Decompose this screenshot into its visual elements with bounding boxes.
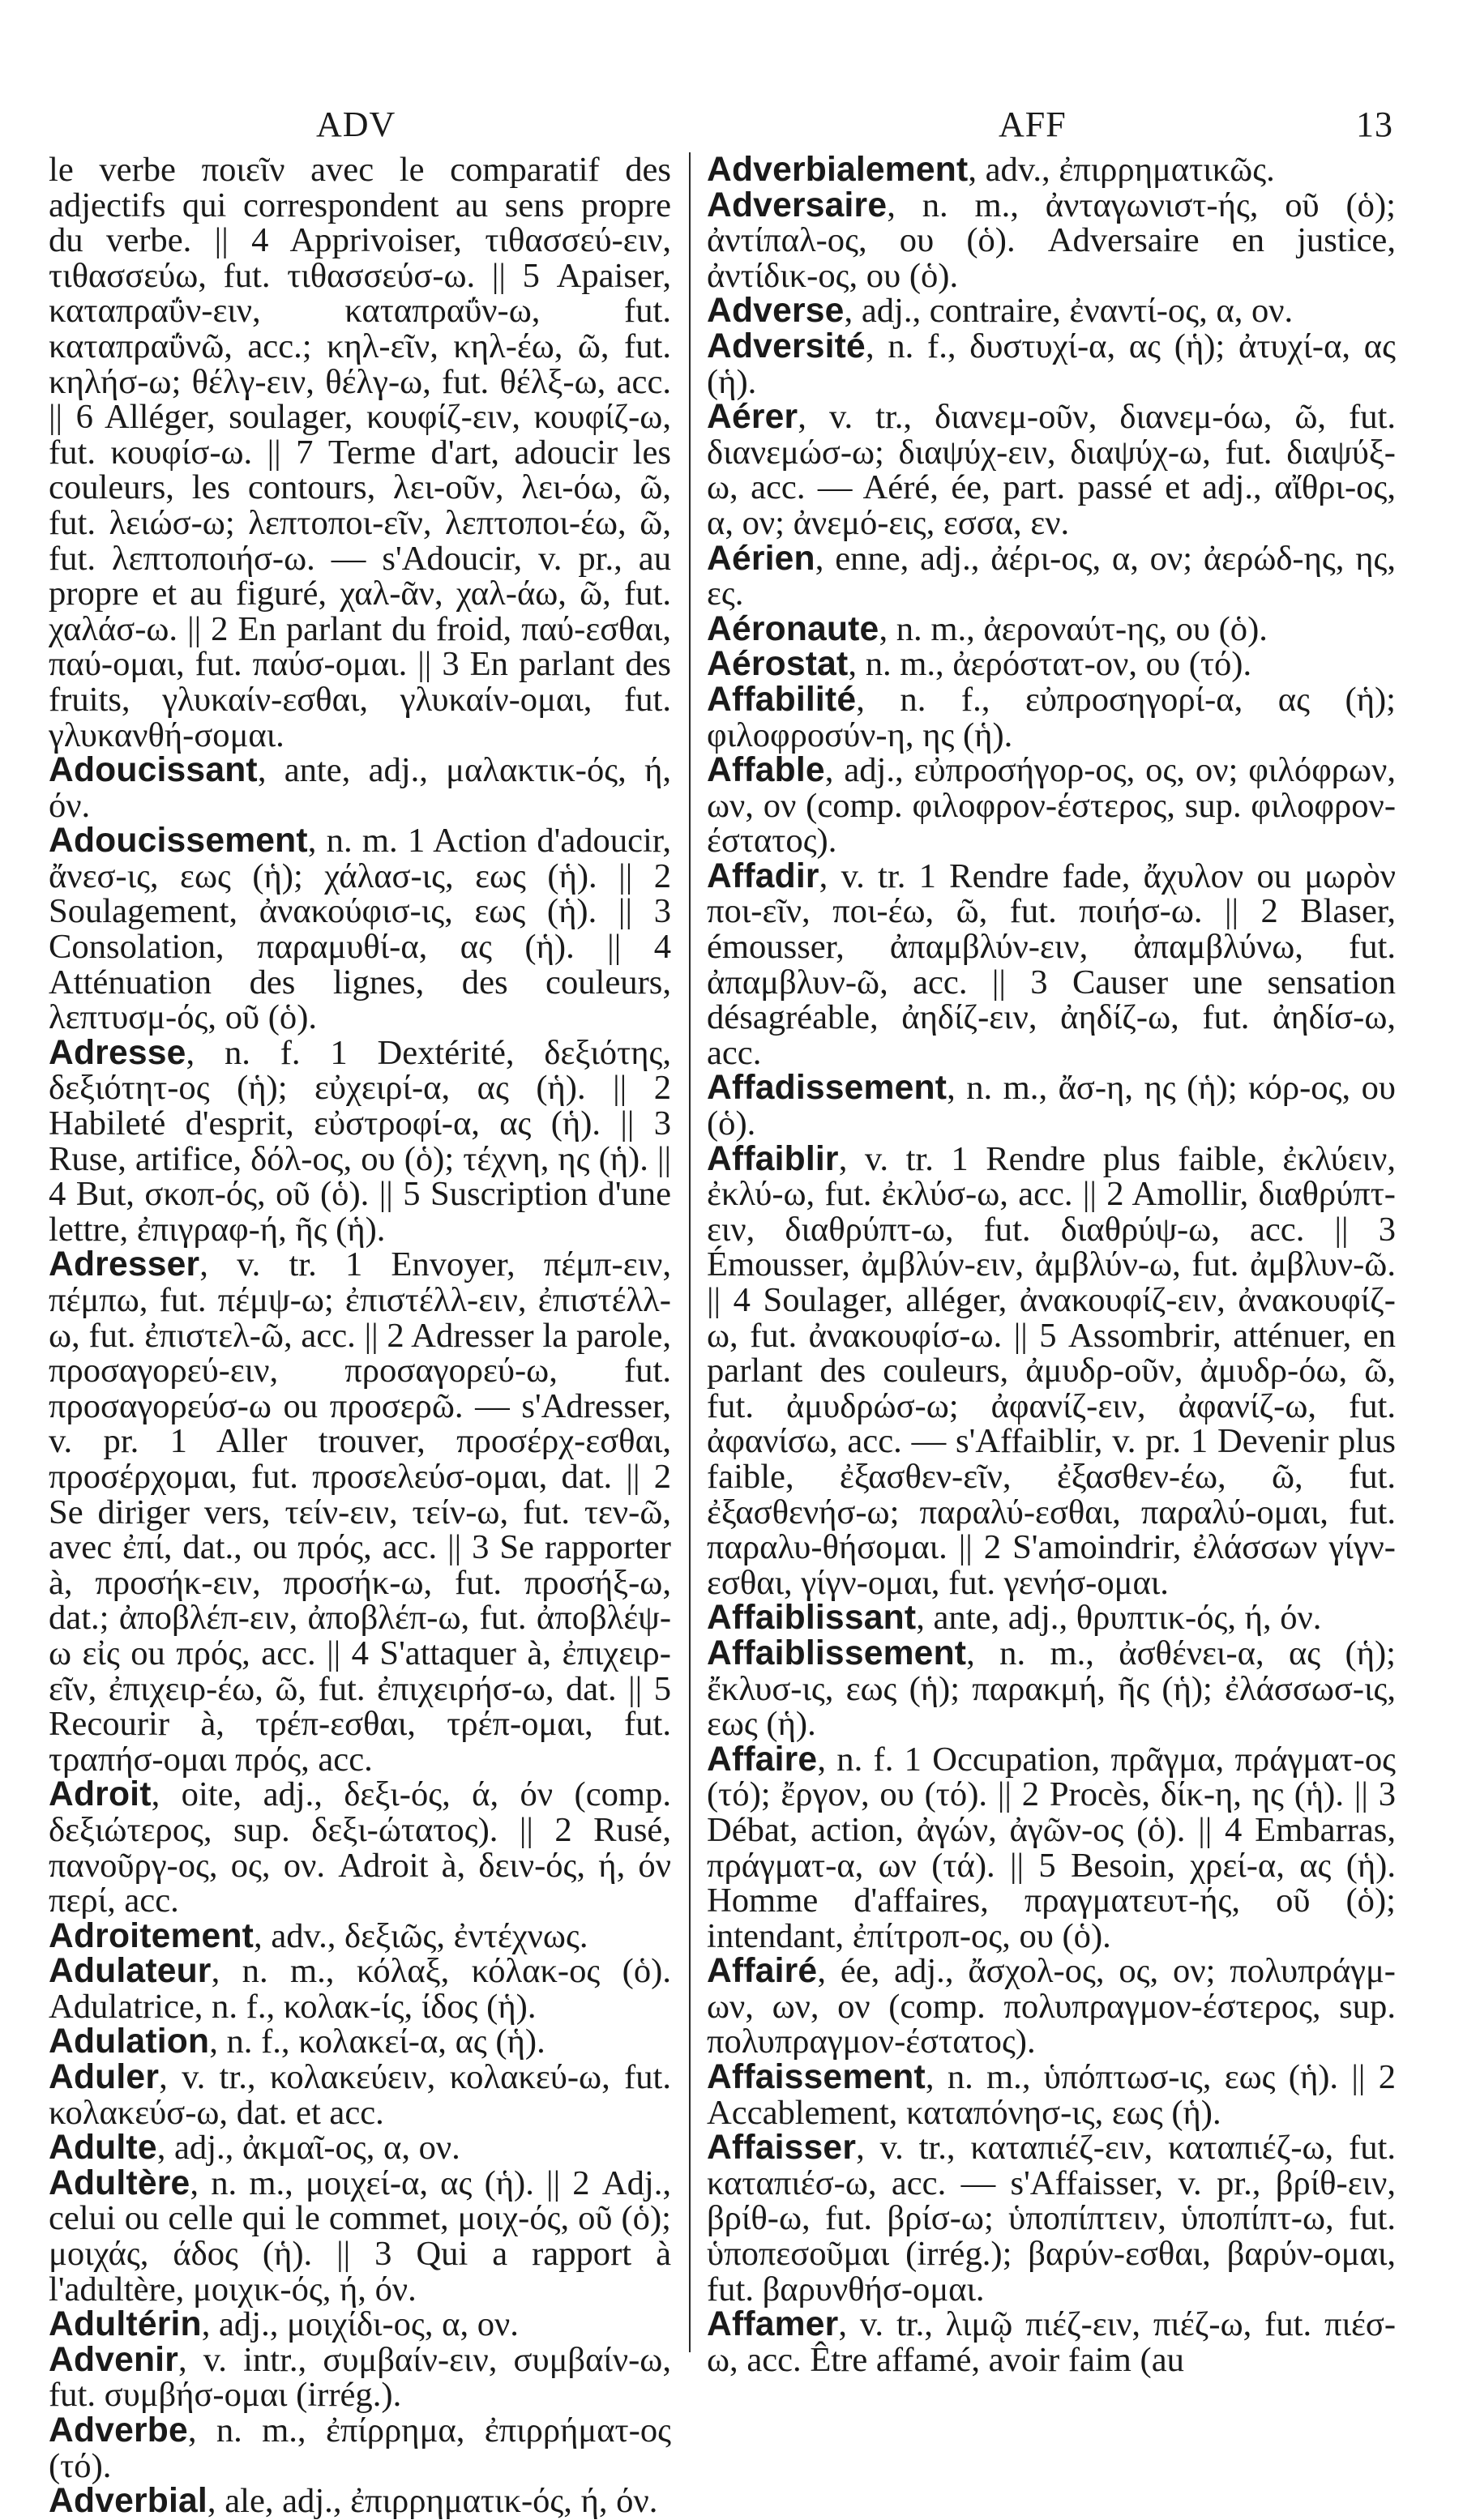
dictionary-entry: [707, 1633, 1396, 1744]
entry-headword: Adresser: [49, 1245, 200, 1284]
dictionary-entry: [707, 1138, 1396, 1602]
entry-text: , n. f. 1 Occupation, πρᾶγμα, πράγματ-ος (τό); ἔργον, ου (τό). || 2 Procès, δίκ-η, ης (ἡ). || 3 Débat, action, ἀγών, ἀγῶν-ος (ὁ). || 4 Embarras, πράγματ-α, ων (τά). || 5 Besoin, χρεί-α, ας (ἡ). Homme d'affaires, πραγματευτ-ής, οῦ (ὁ); intendant, ἐπίτροπ-ος, ου (ὁ).: [707, 1740, 1396, 1955]
entry-headword: Adoucissant: [49, 750, 258, 790]
entry-text: , enne, adj., ἀέρι-ος, α, ον; ἀερώδ-ης, ης, ες.: [707, 539, 1396, 613]
entry-headword: Affadissement: [707, 1068, 948, 1108]
running-head-left: ADV: [316, 105, 396, 144]
dictionary-entry: [707, 2304, 1396, 2379]
entry-headword: Affaiblissement: [707, 1633, 967, 1672]
entry-headword: Adulte: [49, 2128, 157, 2168]
entry-headword: Adversaire: [707, 185, 888, 224]
column-divider: [689, 152, 691, 2352]
entry-text: , adj., μοιχίδι-ος, α, ον.: [201, 2305, 519, 2344]
entry-text: , v. tr., λιμῷ πιέζ-ειν, πιέζ-ω, fut. πιέσ-ω, acc. Être affamé, avoir faim (au: [707, 2305, 1396, 2379]
entry-headword: Adulation: [49, 2022, 210, 2061]
dictionary-entry: [49, 2413, 671, 2484]
entry-headword: Adverbe: [49, 2411, 188, 2450]
entry-text: , n. m., ἐπίρρημα, ἐπιρρήματ-ος (τό).: [49, 2411, 671, 2485]
dictionary-entry: [707, 750, 1396, 861]
entry-headword: Adoucissement: [49, 821, 308, 861]
entry-text: , adv., ἐπιρρηματικῶς.: [968, 151, 1275, 189]
entry-headword: Adultère: [49, 2163, 190, 2202]
entry-text: , adj., ἀκμαῖ-ος, α, ον.: [156, 2129, 460, 2168]
entry-headword: Adverse: [707, 291, 845, 331]
dictionary-entry: [49, 1032, 671, 1249]
dictionary-entry: [49, 2057, 671, 2132]
entry-headword: Affairé: [707, 1951, 818, 1991]
entry-text: , oite, adj., δεξι-ός, ά, όν (comp. δεξιώτερος, sup. δεξι-ώτατος). || 2 Rusé, πανοῦργ-ος, ος, ον. Adroit à, δειν-ός, ή, όν περί, acc.: [49, 1775, 671, 1920]
entry-headword: Affaire: [707, 1739, 818, 1779]
dictionary-entry: [707, 326, 1396, 401]
right-column: [707, 152, 1396, 2377]
entry-headword: Affaiblissant: [707, 1598, 917, 1638]
entry-text: , adv., δεξιῶς, ἐντέχνως.: [254, 1916, 588, 1955]
entry-text: , v. tr. 1 Rendre fade, ἄχυλον ou μωρὸν ποι-εῖν, ποι-έω, ῶ, fut. ποιήσ-ω. || 2 Blaser, émousser, ἀπαμβλύν-ειν, ἀπαμβλύνω, fut. ἀπαμβλυν-ῶ, acc. || 3 Causer une sensation désagréable, ἀηδίζ-ειν, ἀηδίζ-ω, fut. ἀηδίσ-ω, acc.: [707, 856, 1396, 1072]
dictionary-entry: [707, 538, 1396, 613]
running-head-right: AFF: [999, 105, 1067, 144]
dictionary-entry: [49, 823, 671, 1036]
page-number: 13: [1356, 105, 1393, 144]
entry-text: , v. tr. 1 Envoyer, πέμπ-ειν, πέμπω, fut. πέμψ-ω; ἐπιστέλλ-ειν, ἐπιστέλλ-ω, fut. ἐπιστελ-ῶ, acc. || 2 Adresser la parole, προσαγορεύ-ειν, προσαγορεύ-ω, fut. προσαγορεύσ-ω ou προσερῶ. — s'Adresser, v. pr. 1 Aller trouver, προσέρχ-εσθαι, προσέρχομαι, fut. προσελεύσ-ομαι, dat. || 2 Se diriger vers, τείν-ειν, τείν-ω, fut. τεν-ῶ, avec ἐπί, dat., ou πρός, acc. || 3 Se rapporter à, προσήκ-ειν, προσήκ-ω, fut. προσήξ-ω, dat.; ἀποβλέπ-ειν, ἀποβλέπ-ω, fut. ἀποβλέψ-ω εἰς ou πρός, acc. || 4 S'attaquer à, ἐπιχειρ-εῖν, ἐπιχειρ-έω, ῶ, fut. ἐπιχειρήσ-ω, dat. || 5 Recourir à, τρέπ-εσθαι, τρέπ-ομαι, fut. τραπήσ-ομαι πρός, acc.: [49, 1245, 671, 1779]
dictionary-entry: [49, 2024, 671, 2060]
dictionary-entry: [49, 1247, 671, 1777]
entry-text: , n. m. 1 Action d'adoucir, ἄνεσ-ις, εως (ἡ); χάλασ-ις, εως (ἡ). || 2 Soulagement, ἀνακούφισ-ις, εως (ἡ). || 3 Consolation, παραμυθί-α, ας (ἡ). || 4 Atténuation des lignes, des couleurs, λεπτυσμ-ός, οῦ (ὁ).: [49, 822, 671, 1037]
dictionary-entry: [707, 1070, 1396, 1141]
entry-headword: Adroitement: [49, 1916, 255, 1955]
entry-headword: Aéronaute: [707, 609, 879, 648]
entry-continuation: [49, 152, 671, 753]
entry-headword: Affable: [707, 750, 825, 790]
dictionary-entry: [707, 1600, 1396, 1636]
dictionary-entry: [707, 185, 1396, 295]
dictionary-entry: [707, 644, 1396, 684]
dictionary-entry: [49, 2481, 671, 2520]
entry-headword: Adulateur: [49, 1951, 212, 1991]
entry-headword: Advenir: [49, 2339, 178, 2379]
entry-headword: Affabilité: [707, 679, 857, 719]
dictionary-entry: [49, 2304, 671, 2344]
entry-text: , v. tr. 1 Rendre plus faible, ἐκλύειν, ἐκλύ-ω, fut. ἐκλύσ-ω, acc. || 2 Amollir, διαθρύπτ-ειν, διαθρύπτ-ω, fut. διαθρύψ-ω, acc. || 3 Émousser, ἀμβλύν-ειν, ἀμβλύν-ω, fut. ἀμβλυν-ῶ. || 4 Soulager, alléger, ἀνακουφίζ-ειν, ἀνακουφίζ-ω, fut. ἀνακουφίσ-ω. || 5 Assombrir, atténuer, en parlant des couleurs, ἀμυδρ-οῦν, ἀμυδρ-όω, ῶ, fut. ἀμυδρώσ-ω; ἀφανίζ-ειν, ἀφανίζ-ω, fut. ἀφανίσω, acc. — s'Affaiblir, v. pr. 1 Devenir plus faible, ἐξασθεν-εῖν, ἐξασθεν-έω, ῶ, fut. ἐξασθενήσ-ω; παραλύ-εσθαι, παραλύ-ομαι, fut. παραλυ-θήσομαι. || 2 S'amoindrir, ἐλάσσων γίγν-εσθαι, γίγν-ομαι, fut. γενήσ-ομαι.: [707, 1139, 1396, 1602]
entry-headword: Adversité: [707, 326, 866, 365]
entry-text: , v. intr., συμβαίν-ειν, συμβαίν-ω, fut. συμβήσ-ομαι (irrég.).: [49, 2340, 671, 2415]
entry-text: , n. m., ὑπόπτωσ-ις, εως (ἡ). || 2 Accablement, καταπόνησ-ις, εως (ἡ).: [707, 2058, 1396, 2132]
entry-text: , adj., εὐπροσήγορ-ος, ος, ον; φιλόφρων, ων, ον (comp. φιλοφρον-έστερος, sup. φιλοφρον-έστατος).: [707, 751, 1396, 861]
dictionary-entry: [707, 399, 1396, 540]
entry-text: , n. f., κολακεί-α, ας (ἡ).: [209, 2022, 545, 2061]
entry-text: , ée, adj., ἄσχολ-ος, ος, ον; πολυπράγμ-ων, ων, ον (comp. πολυπραγμον-έστερος, sup. πολυπραγμον-έστατος).: [707, 1952, 1396, 2061]
dictionary-entry: [707, 152, 1396, 188]
dictionary-entry: [49, 1951, 671, 2026]
dictionary-entry: [707, 609, 1396, 648]
entry-headword: Aérostat: [707, 644, 849, 684]
entry-text: le verbe ποιεῖν avec le comparatif des adjectifs qui correspondent au sens propre du verbe. || 4 Apprivoiser, τιθασσεύ-ειν, τιθασσεύω, fut. τιθασσεύσ-ω. || 5 Apaiser, καταπραΰν-ειν, καταπραΰν-ω, fut. καταπραΰνῶ, acc.; κηλ-εῖν, κηλ-έω, ῶ, fut. κηλήσ-ω; θέλγ-ειν, θέλγ-ω, fut. θέλξ-ω, acc. || 6 Alléger, soulager, κουφίζ-ειν, κουφίζ-ω, fut. κουφίσ-ω. || 7 Terme d'art, adoucir les couleurs, les contours, λει-οῦν, λει-όω, ῶ, fut. λειώσ-ω; λεπτοποι-εῖν, λεπτοποι-έω, ῶ, fut. λεπτοποιήσ-ω. — s'Adoucir, v. pr., au propre et au figuré, χαλ-ᾶν, χαλ-άω, ῶ, fut. χαλάσ-ω. || 2 En parlant du froid, παύ-εσθαι, παύ-ομαι, fut. παύσ-ομαι. || 3 En parlant des fruits, γλυκαίν-εσθαι, γλυκαίν-ομαι, fut. γλυκανθή-σομαι.: [49, 151, 671, 754]
entry-headword: Adroit: [49, 1775, 152, 1814]
entry-headword: Adverbial: [49, 2481, 207, 2520]
entry-text: , v. tr., διανεμ-οῦν, διανεμ-όω, ῶ, fut. διανεμώσ-ω; διαψύχ-ειν, διαψύχ-ω, fut. διαψύξ-ω, acc. — Aéré, ée, part. passé et adj., αἴθρι-ος, α, ον; ἀνεμό-εις, εσσα, εν.: [707, 398, 1396, 542]
entry-headword: Adverbialement: [707, 150, 969, 189]
entry-text: , n. m., ἀερόστατ-ον, ου (τό).: [848, 645, 1252, 684]
dictionary-entry: [49, 1916, 671, 1955]
entry-text: , n. m., ἀεροναύτ-ης, ου (ὁ).: [879, 609, 1268, 648]
dictionary-entry: [49, 1777, 671, 1918]
left-column: [49, 152, 671, 2519]
dictionary-entry: [707, 679, 1396, 754]
entry-headword: Adultérin: [49, 2304, 202, 2344]
dictionary-entry: [49, 2339, 671, 2415]
dictionary-entry: [49, 2130, 671, 2166]
entry-headword: Affaissement: [707, 2057, 926, 2097]
entry-text: , n. f. 1 Dextérité, δεξιότης, δεξιότητ-ος (ἡ); εὐχειρί-α, ας (ἡ). || 2 Habileté d'esprit, εὐστροφί-α, ας (ἡ). || 3 Ruse, artifice, δόλ-ος, ου (ὁ); τέχνη, ης (ἡ). || 4 But, σκοπ-ός, οῦ (ὁ). || 5 Suscription d'une lettre, ἐπιγραφ-ή, ῆς (ἡ).: [49, 1033, 671, 1249]
entry-text: , adj., contraire, ἐναντί-ος, α, ον.: [844, 292, 1294, 331]
entry-headword: Affamer: [707, 2304, 839, 2344]
dictionary-entry: [707, 2130, 1396, 2307]
entry-text: , n. m., κόλαξ, κόλακ-ος (ὁ). Adulatrice, n. f., κολακ-ίς, ίδος (ἡ).: [49, 1952, 671, 2026]
dictionary-entry: [707, 293, 1396, 329]
entry-headword: Affadir: [707, 856, 819, 895]
dictionary-entry: [49, 750, 671, 825]
entry-headword: Aérien: [707, 538, 815, 578]
entry-text: , v. tr., καταπιέζ-ειν, καταπιέζ-ω, fut. καταπιέσ-ω, acc. — s'Affaisser, v. pr., βρίθ-ειν, βρίθ-ω, fut. βρίσ-ω; ὑποπίπτειν, ὑποπίπτ-ω, fut. ὑποπεσοῦμαι (irrég.); βαρύν-εσθαι, βαρύν-ομαι, fut. βαρυνθήσ-ομαι.: [707, 2129, 1396, 2309]
entry-headword: Aduler: [49, 2057, 160, 2097]
dictionary-entry: [707, 856, 1396, 1072]
dictionary-entry: [707, 1951, 1396, 2061]
entry-headword: Adresse: [49, 1032, 186, 1072]
entry-headword: Affaiblir: [707, 1138, 839, 1178]
entry-text: , n. m., ἄσ-η, ης (ἡ); κόρ-ος, ου (ὁ).: [707, 1069, 1396, 1143]
entry-text: , n. f., δυστυχί-α, ας (ἡ); ἀτυχί-α, ας (ἡ).: [707, 327, 1396, 401]
entry-headword: Aérer: [707, 397, 798, 437]
dictionary-entry: [49, 2163, 671, 2309]
entry-text: , n. m., ἀνταγωνιστ-ής, οῦ (ὁ); ἀντίπαλ-ος, ου (ὁ). Adversaire en justice, ἀντίδικ-ος, ου (ὁ).: [707, 186, 1396, 295]
dictionary-entry: [707, 2057, 1396, 2132]
entry-text: , n. m., ἀσθένει-α, ας (ἡ); ἔκλυσ-ις, εως (ἡ); παρακμή, ῆς (ἡ); ἐλάσσωσ-ις, εως (ἡ).: [707, 1634, 1396, 1744]
dictionary-entry: [707, 1739, 1396, 1955]
entry-text: , n. m., μοιχεί-α, ας (ἡ). || 2 Adj., celui ou celle qui le commet, μοιχ-ός, οῦ (ὁ); μοιχάς, άδος (ἡ). || 3 Qui a rapport à l'adultère, μοιχικ-ός, ή, όν.: [49, 2163, 671, 2309]
entry-text: , ale, adj., ἐπιρρηματικ-ός, ή, όν.: [207, 2482, 658, 2520]
entry-text: , v. tr., κολακεύειν, κολακεύ-ω, fut. κολακεύσ-ω, dat. et acc.: [49, 2058, 671, 2132]
entry-text: , n. f., εὐπροσηγορί-α, ας (ἡ); φιλοφροσύν-η, ης (ἡ).: [707, 680, 1396, 754]
entry-text: , ante, adj., θρυπτικ-ός, ή, όν.: [916, 1599, 1322, 1638]
entry-text: , ante, adj., μαλακτικ-ός, ή, όν.: [49, 751, 671, 825]
entry-headword: Affaisser: [707, 2128, 857, 2168]
